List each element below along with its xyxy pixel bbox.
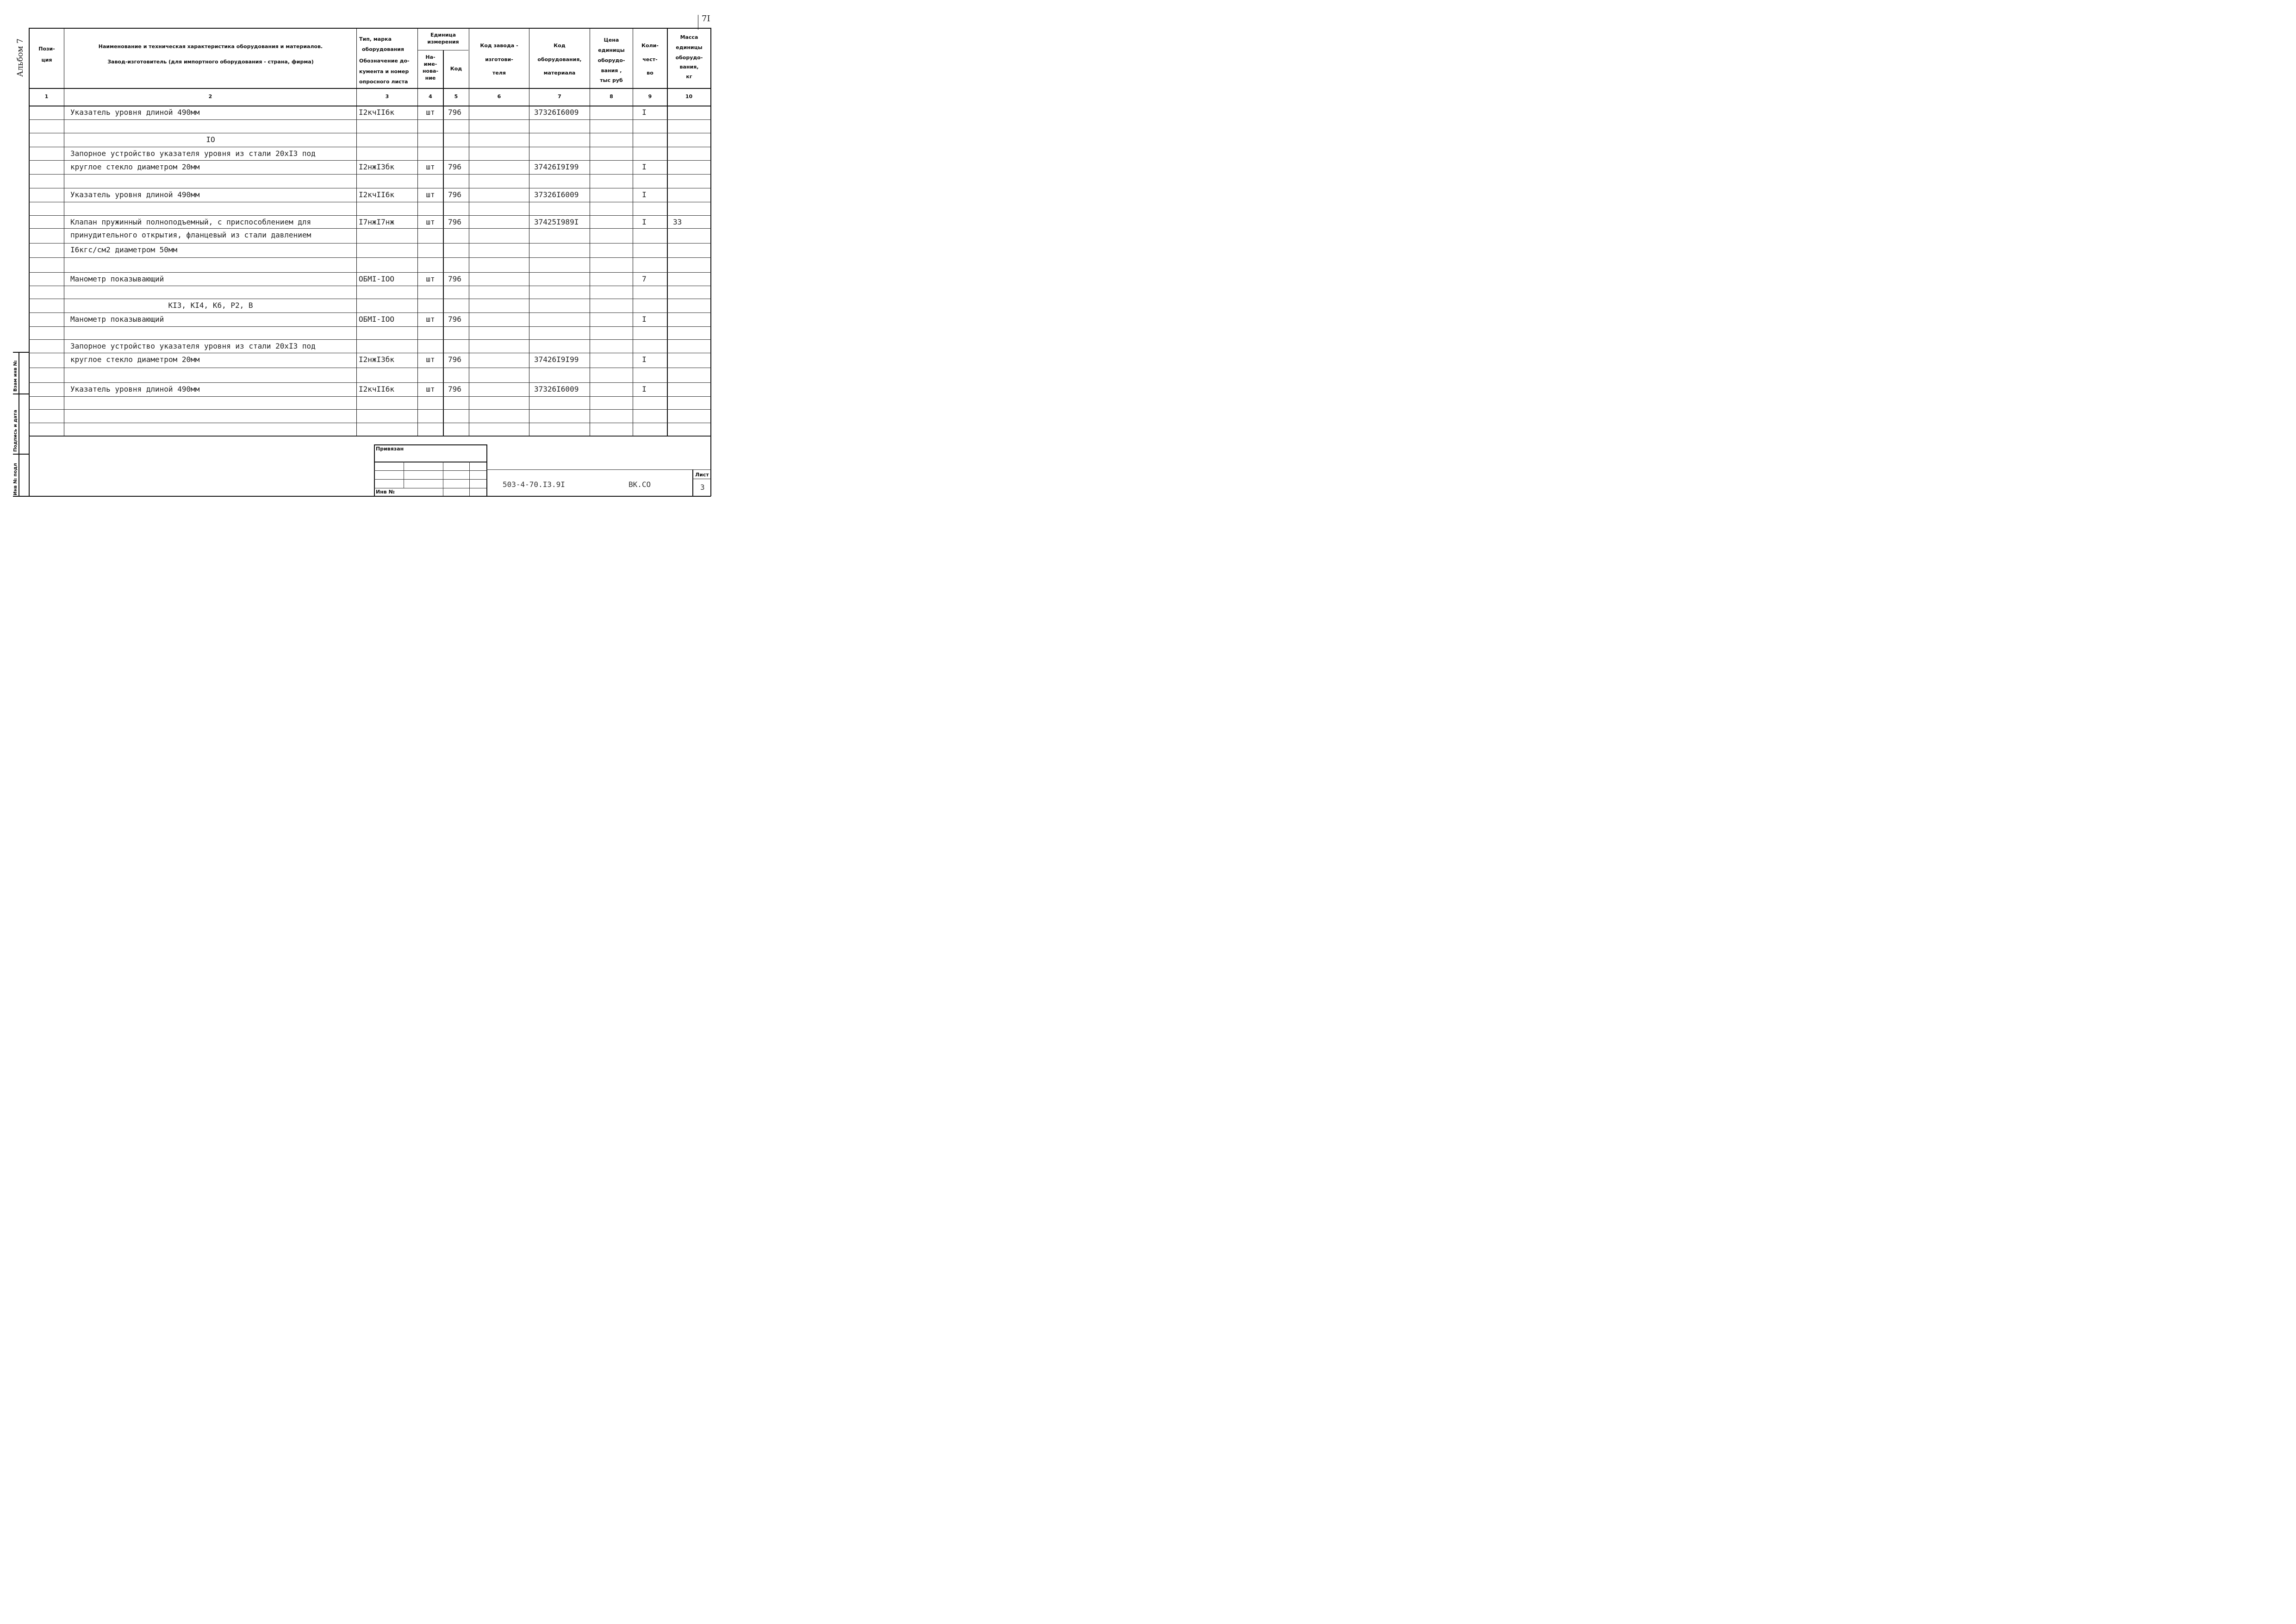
bound-block-top	[374, 444, 487, 445]
header-unit-group: Единица измерения	[427, 32, 459, 45]
header-price-line1: Цена	[604, 37, 619, 43]
col-number-7: 7	[558, 94, 561, 100]
col-number-5: 5	[454, 94, 458, 100]
col-number-9: 9	[648, 94, 652, 100]
cell-type: ОБМI-IOO	[359, 315, 395, 324]
cell-unit-code: 796	[448, 190, 461, 199]
col-number-3: 3	[385, 94, 389, 100]
header-factory-line2: изготови-	[485, 56, 513, 62]
row-separator	[29, 243, 711, 244]
cell-name: Запорное устройство указателя уровня из стали 20хI3 под	[70, 342, 316, 350]
cell-name: I6кгс/см2 диаметром 50мм	[70, 245, 178, 254]
sheet-label: Лист	[695, 472, 709, 478]
bound-row-line-2	[374, 470, 487, 471]
col-number-6: 6	[497, 94, 501, 100]
cell-name: KI3, KI4, K6, P2, B	[168, 301, 253, 310]
cell-unit: шт	[426, 190, 435, 199]
frame-bottom	[13, 496, 711, 497]
col-divider-3	[417, 28, 418, 436]
header-type-line4: кумента и номер	[359, 69, 409, 75]
cell-unit-code: 796	[448, 355, 461, 364]
row-separator	[29, 174, 711, 175]
margin-inv-podl: Инв № подл	[13, 463, 18, 495]
header-price-line2: единицы	[598, 47, 625, 53]
cell-qty: I	[642, 218, 647, 226]
cell-item-code: 37426I9I99	[534, 355, 579, 364]
header-factory-line3: теля	[492, 70, 506, 76]
margin-strip-top	[13, 352, 30, 353]
cell-qty: I	[642, 108, 647, 117]
inv-number-label: Инв №	[376, 489, 395, 495]
row-separator	[29, 228, 711, 229]
row-separator	[29, 436, 711, 437]
header-mass-line3: оборудо-	[675, 55, 703, 61]
cell-name: круглое стекло диаметром 20мм	[70, 162, 200, 171]
header-mass-line2: единицы	[676, 44, 703, 50]
frame-top	[29, 28, 711, 29]
header-qty-line1: Коли-	[641, 43, 659, 49]
cell-unit: шт	[426, 275, 435, 283]
bound-row-line-3	[374, 479, 487, 480]
col-number-4: 4	[429, 94, 432, 100]
header-name-line2: Завод-изготовитель (для импортного оборудования - страна, фирма)	[107, 59, 314, 65]
cell-unit: шт	[426, 385, 435, 394]
cell-unit-code: 796	[448, 315, 461, 324]
header-unit-name: На- име- нова- ние	[422, 54, 439, 81]
cell-name: Клапан пружинный полноподъемный, с приспособлением для	[70, 218, 311, 226]
header-unit-code: Код	[450, 66, 462, 72]
margin-vzam-inv: Взам инв №	[13, 360, 18, 392]
cell-type: I2кчII6к	[359, 190, 395, 199]
bound-label: Привязан	[376, 446, 404, 452]
cell-qty: I	[642, 355, 647, 364]
cell-unit: шт	[426, 355, 435, 364]
cell-name: Манометр показывающий	[70, 315, 164, 324]
cell-type: I2кчII6к	[359, 108, 395, 117]
cell-unit-code: 796	[448, 108, 461, 117]
bound-col-line-3	[469, 462, 470, 496]
cell-qty: I	[642, 385, 647, 394]
cell-unit-code: 796	[448, 275, 461, 283]
col-number-10: 10	[685, 94, 693, 100]
cell-unit: шт	[426, 108, 435, 117]
cell-type: ОБМI-IOO	[359, 275, 395, 283]
header-bottom-line	[29, 88, 711, 89]
header-item-line3: материала	[543, 70, 576, 76]
cell-type: I2нжI3бк	[359, 355, 395, 364]
header-qty-line3: во	[647, 70, 653, 76]
header-type-line2: оборудования	[362, 46, 404, 52]
header-position: Пози- ция	[38, 46, 55, 63]
col-number-2: 2	[208, 94, 212, 100]
margin-podpis-data: Подпись и дата	[13, 410, 18, 452]
cell-name: Запорное устройство указателя уровня из стали 20хI3 под	[70, 149, 316, 158]
header-price-line5: тыс руб	[600, 77, 623, 83]
cell-name: принудительного открытия, фланцевый из стали давлением	[70, 231, 311, 239]
header-mass-line1: Масса	[680, 34, 698, 40]
sheet-number-top: 7I	[702, 14, 710, 24]
sheet-value: 3	[700, 483, 705, 492]
cell-unit: шт	[426, 315, 435, 324]
cell-name: круглое стекло диаметром 20мм	[70, 355, 200, 364]
cell-name: IO	[206, 135, 215, 144]
cell-unit-code: 796	[448, 162, 461, 171]
sheet-box-left	[692, 469, 693, 496]
document-code: 503-4-70.I3.9I	[503, 480, 565, 489]
header-type-line3: Обозначение до-	[359, 58, 410, 64]
frame-right	[710, 28, 711, 496]
cell-mass: 33	[673, 218, 682, 226]
header-item-line1: Код	[554, 43, 566, 49]
cell-qty: 7	[642, 275, 647, 283]
row-separator	[29, 409, 711, 410]
cell-name: Манометр показывающий	[70, 275, 164, 283]
cell-qty: I	[642, 315, 647, 324]
header-factory-line1: Код завода -	[480, 43, 518, 49]
header-name-line1: Наименование и техническая характеристика оборудования и материалов.	[98, 44, 323, 50]
row-separator	[29, 382, 711, 383]
col-number-1: 1	[44, 94, 49, 100]
cell-name: Указатель уровня длиной 490мм	[70, 190, 200, 199]
col-number-8: 8	[610, 94, 613, 100]
cell-unit-code: 796	[448, 218, 461, 226]
cell-unit: шт	[426, 162, 435, 171]
margin-strip-sep-2	[13, 454, 30, 455]
cell-unit-code: 796	[448, 385, 461, 394]
row-separator	[29, 257, 711, 258]
cell-name: Указатель уровня длиной 490мм	[70, 385, 200, 394]
row-separator	[29, 272, 711, 273]
cell-type: I2кчII6к	[359, 385, 395, 394]
row-separator	[29, 326, 711, 327]
cell-item-code: 37326I6009	[534, 108, 579, 117]
cell-item-code: 37426I9I99	[534, 162, 579, 171]
header-price-line4: вания ,	[601, 68, 622, 74]
header-price-line3: оборудо-	[597, 57, 625, 63]
album-label: Альбом 7	[16, 38, 25, 77]
cell-item-code: 37326I6009	[534, 190, 579, 199]
row-separator	[29, 160, 711, 161]
row-separator	[29, 215, 711, 216]
header-item-line2: оборудования,	[537, 56, 582, 62]
header-mass-line4: вания,	[679, 64, 699, 70]
cell-name: Указатель уровня длиной 490мм	[70, 108, 200, 117]
row-separator	[29, 396, 711, 397]
cell-type: I2нжI3бк	[359, 162, 395, 171]
cell-type: I7нжI7нж	[359, 218, 395, 226]
header-type-line5: опросного листа	[359, 79, 408, 85]
stamp-top-line	[486, 469, 711, 470]
row-separator	[29, 312, 711, 313]
header-qty-line2: чест-	[642, 56, 658, 62]
header-mass-line5: кг	[686, 74, 692, 80]
document-section: ВК.СО	[628, 480, 651, 489]
document-sheet	[0, 0, 717, 507]
col-divider-2	[356, 28, 357, 436]
cell-item-code: 37425I989I	[534, 218, 579, 226]
row-separator	[29, 339, 711, 340]
row-separator	[29, 119, 711, 120]
cell-qty: I	[642, 190, 647, 199]
cell-unit: шт	[426, 218, 435, 226]
header-type-line1: Тип, марка	[359, 36, 392, 42]
col-divider-9	[667, 28, 668, 436]
cell-item-code: 37326I6009	[534, 385, 579, 394]
cell-qty: I	[642, 162, 647, 171]
